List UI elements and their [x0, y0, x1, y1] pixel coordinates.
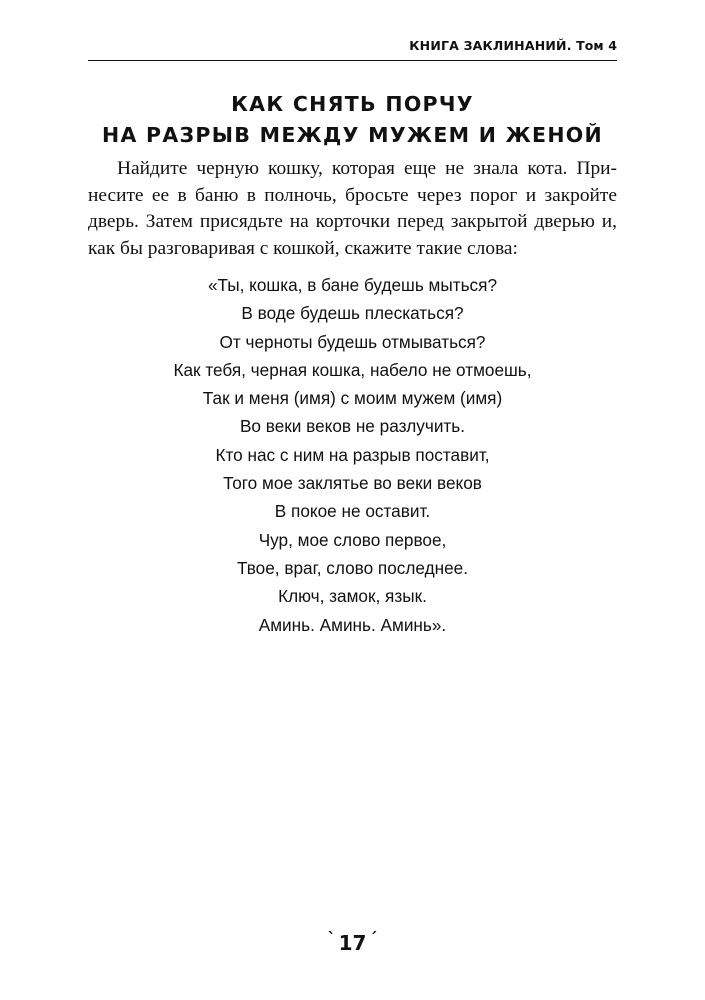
spell-line: Во веки веков не разлучить. [239, 416, 466, 437]
intro-line: как бы разговаривая с кошкой, скажите такие слова: [88, 237, 518, 259]
page-number: 17 [338, 931, 367, 955]
spell-line: В покое не оставит. [274, 501, 431, 522]
chapter-title-line-1: КАК СНЯТЬ ПОРЧУ [231, 92, 474, 116]
spell-line: От черноты будешь отмываться? [219, 331, 486, 352]
intro-line: Найдите черную кошку, которая еще не знала кота. При- [117, 158, 617, 179]
intro-line: несите ее в баню в полночь, бросьте через порог и закройте [88, 184, 617, 206]
volume-label: Том 4 [576, 38, 617, 53]
chapter-title-line-2: НА РАЗРЫВ МЕЖДУ МУЖЕМ И ЖЕНОЙ [101, 123, 603, 147]
book-title: КНИГА ЗАКЛИНАНИЙ. [409, 38, 572, 53]
spell-line: Чур, мое слово первое, [258, 529, 447, 550]
running-header [88, 38, 617, 61]
spell-line: Кто нас с ним на разрыв поставит, [215, 444, 490, 465]
spell-line: Твое, враг, слово последнее. [236, 557, 469, 578]
spell-line: Как тебя, черная кошка, набело не отмоешь, [173, 359, 532, 380]
intro-line: дверь. Затем присядьте на корточки перед закрытой дверью и, [88, 211, 617, 232]
spell-line: «Ты, кошка, в бане будешь мыться? [207, 275, 498, 295]
spell-line: Так и меня (имя) с моим мужем (имя) [202, 388, 503, 409]
intro-paragraph [88, 156, 617, 262]
chapter-title [0, 89, 705, 151]
page-number-ornament-left: ` [327, 929, 336, 948]
page-number-ornament-right: ´ [369, 929, 378, 948]
spell-line: В воде будешь плескаться? [241, 303, 464, 324]
spell-text [0, 271, 705, 639]
spell-line: Ключ, замок, язык. [278, 586, 427, 607]
spell-line: Того мое заклятье во веки веков [223, 473, 482, 494]
spell-line: Аминь. Аминь. Аминь». [258, 614, 447, 635]
page-number-footer [0, 930, 705, 958]
